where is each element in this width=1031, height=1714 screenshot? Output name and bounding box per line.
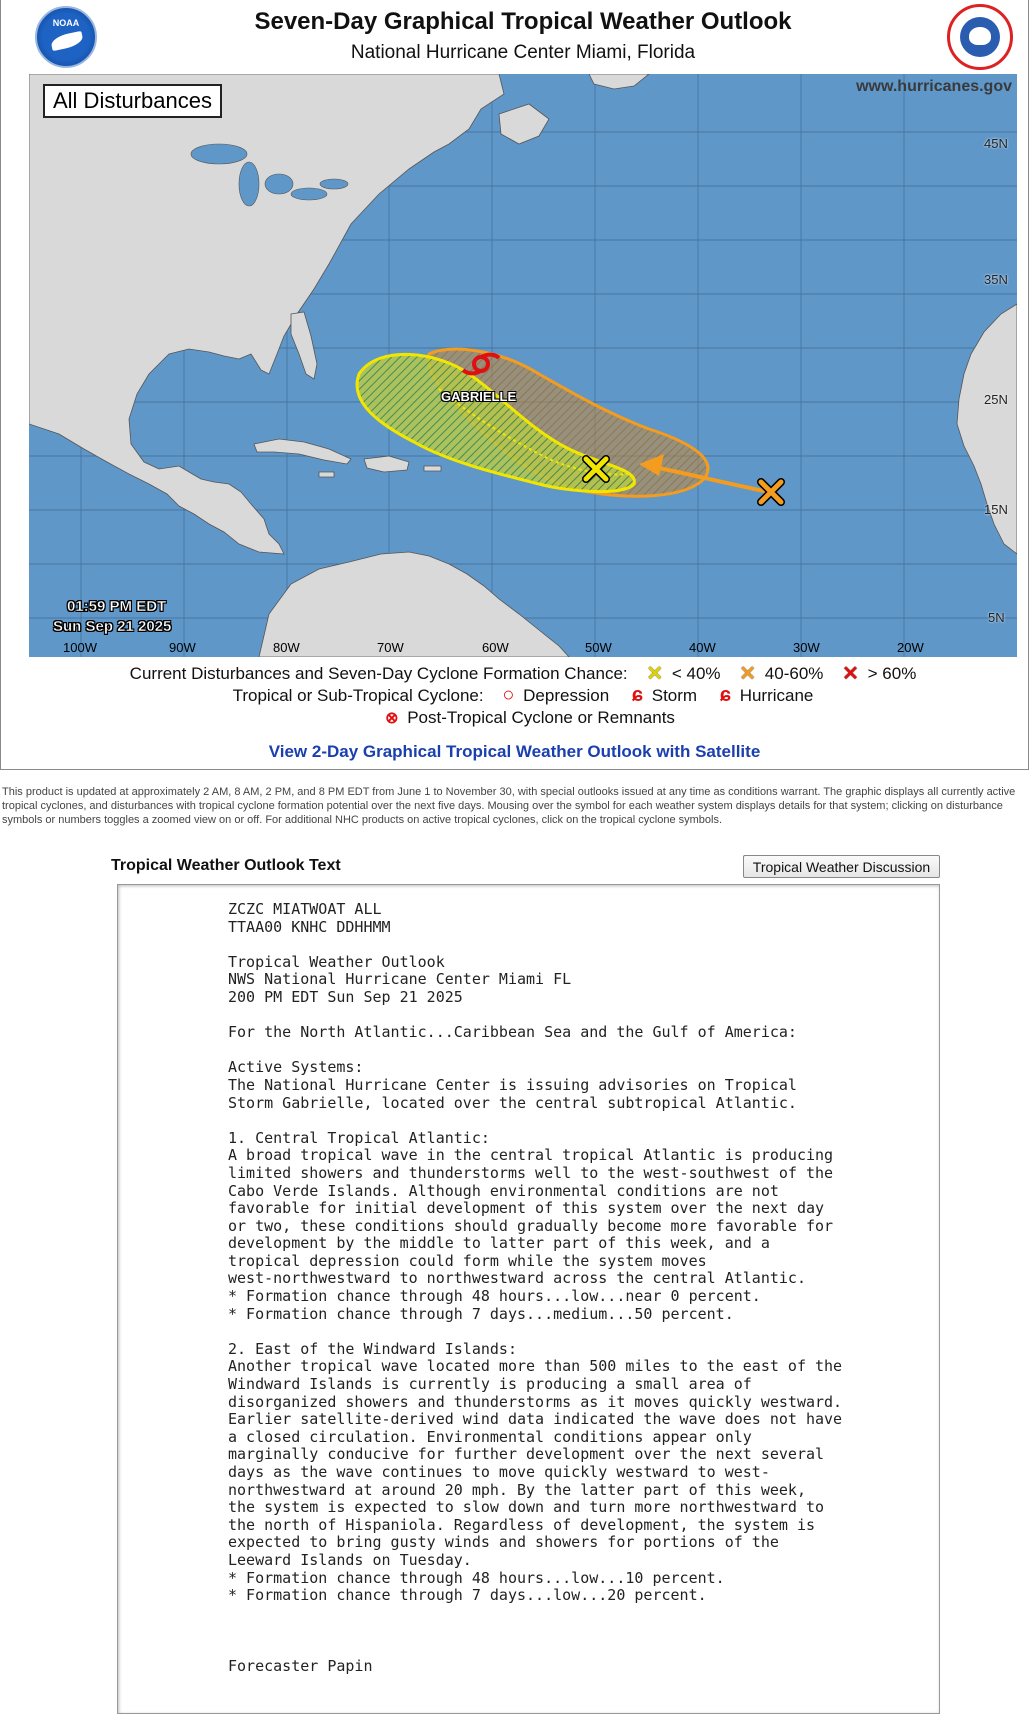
hurricane-icon: ɕ (719, 684, 731, 706)
post-tropical-icon: ⊗ (385, 709, 399, 727)
legend-depression-label: Depression (523, 685, 610, 705)
lat-label-25n: 25N (984, 392, 1008, 407)
low-chance-x-icon: ✕ (646, 663, 664, 685)
issue-time: 01:59 PM EDT (67, 598, 167, 615)
lon-label-30w: 30W (793, 640, 820, 655)
outlook-text-panel[interactable] (117, 884, 940, 1714)
website-label: www.hurricanes.gov (856, 78, 1012, 95)
lat-label-5n: 5N (988, 610, 1005, 625)
lon-label-80w: 80W (273, 640, 300, 655)
puerto-rico-land (424, 466, 441, 471)
outlook-text-body: ZCZC MIATWOAT ALL TTAA00 KNHC DDHHMM Tropical Weather Outlook NWS National Hurricane Center Miami FL 200 PM EDT Sun Sep 21 2025 For the North Atlantic...Caribbean Sea and the Gulf of America: Active Systems: The National Hurricane Center is issuing advisories on Tropical Storm Gabrielle, located over the central subtropical Atlantic. 1. Central Tropical Atlantic: A broad tropical wave in the central tropical Atlantic is producing limited showers and thunderstorms well to the west-southwest of the Cabo Verde Islands. Although environmental conditions are not favorable for initial development of this system over the next day or two, these conditions should gradually become more favorable for development by the middle to latter part of this week, and a tropical depression could form while the system moves west-northwestward to northwestward across the central Atlantic. * Formation chance through 48 hours...low...near 0 percent. * Formation chance through 7 days...medium...50 percent. 2. East of the Windward Islands: Another tropical wave located more than 500 miles to the east of the Windward Islands is currently is producing a small area of disorganized showers and thunderstorms as it moves quickly westward. Earlier satellite-derived wind data indicated the wave does not have a closed circulation. Environmental conditions appear only marginally conducive for further development over the next several days as the wave continues to move quickly westward to west- northwestward at around 20 mph. By the latter part of this week, the system is expected to slow down and turn more northwestward to the north of Hispaniola. Regardless of development, the system is expected to bring gusty winds and showers for portions of the Leeward Islands on Tuesday. * Formation chance through 48 hours...low...10 percent. * Formation chance through 7 days...low...20 percent. Forecaster Papin (228, 900, 843, 1675)
outlook-map[interactable] (29, 74, 1017, 657)
tropical-weather-discussion-button[interactable]: Tropical Weather Discussion (743, 855, 940, 878)
lat-label-35n: 35N (984, 272, 1008, 287)
jamaica-land (319, 472, 334, 477)
graphic-header (29, 0, 1017, 74)
map-legend (29, 657, 1017, 734)
view-2day-outlook-link[interactable]: View 2-Day Graphical Tropical Weather Outlook with Satellite (268, 742, 761, 761)
page-subtitle: National Hurricane Center Miami, Florida (350, 42, 696, 63)
lat-label-45n: 45N (984, 136, 1008, 151)
legend-post-tropical-label: Post-Tropical Cyclone or Remnants (407, 707, 675, 727)
lon-label-20w: 20W (897, 640, 924, 655)
legend-hurricane-label: Hurricane (739, 685, 814, 705)
outlook-text-heading: Tropical Weather Outlook Text (111, 857, 341, 874)
legend-disturbances-label: Current Disturbances and Seven-Day Cyclone Formation Chance: (129, 663, 628, 683)
high-chance-x-icon: ✕ (842, 663, 859, 685)
lat-label-15n: 15N (984, 502, 1008, 517)
lon-label-60w: 60W (482, 640, 509, 655)
storm-name-label[interactable]: GABRIELLE (441, 389, 517, 404)
lon-label-100w: 100W (63, 640, 97, 655)
medium-chance-x-icon: ✕ (739, 663, 757, 685)
outlook-graphic (0, 0, 1029, 770)
view-selector-label[interactable]: All Disturbances (43, 84, 222, 118)
storm-icon: ɕ (631, 684, 644, 706)
legend-high-label: > 60% (867, 663, 917, 683)
lon-label-50w: 50W (585, 640, 612, 655)
legend-storm-label: Storm (651, 685, 698, 705)
legend-row-post-tropical (29, 707, 1017, 728)
page-title: Seven-Day Graphical Tropical Weather Outlook (254, 8, 792, 35)
lon-label-40w: 40W (689, 640, 716, 655)
legend-low-label: < 40% (671, 663, 721, 683)
legend-row-disturbances (29, 661, 1017, 686)
depression-icon: ○ (502, 684, 515, 706)
lon-label-90w: 90W (169, 640, 196, 655)
legend-medium-label: 40-60% (764, 663, 824, 683)
legend-row-cyclones (29, 684, 1017, 707)
nws-logo (947, 4, 1013, 70)
product-update-note: This product is updated at approximately 2 AM, 8 AM, 2 PM, and 8 PM EDT from June 1 to November 30, with special outlooks issued at any time as conditions warrant. The graphic displays all currently active tropical cyclones, and disturbances with tropical cyclone formation potential over the next five days. Mousing over the symbol for each weather system displays details for that system; clicking on disturbance symbols or numbers toggles a zoomed view on or off. For additional NHC products on active tropical cyclones, click on the tropical cyclone symbols. (2, 786, 1016, 826)
nws-cloud-icon (969, 27, 991, 45)
noaa-logo-text: NOAA (52, 18, 80, 28)
issue-date: Sun Sep 21 2025 (53, 618, 172, 635)
lon-label-70w: 70W (377, 640, 404, 655)
legend-cyclones-label: Tropical or Sub-Tropical Cyclone: (232, 685, 484, 705)
